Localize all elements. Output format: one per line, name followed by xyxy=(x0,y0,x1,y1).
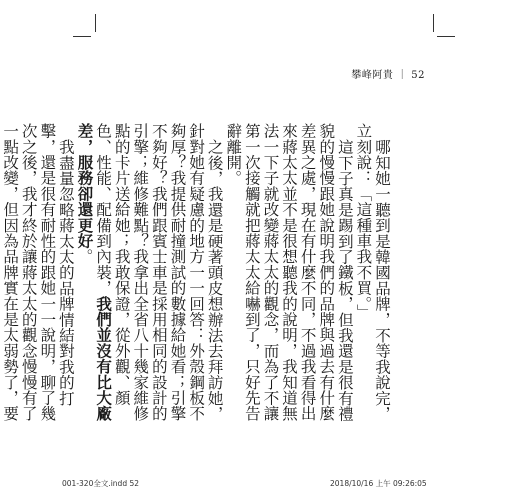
print-slug-right: 2018/10/16 上午 09:26:05 xyxy=(330,479,427,488)
paragraph: 我盡量忽略蔣太太的品牌情結對我的打擊，還是很有耐性的跟她一一說明，聊了幾次之後，我才終於讓蔣太太的觀念慢慢有了一點改變，但因為品牌實在是太弱勢了，要 xyxy=(1,123,75,422)
print-slug-left: 001-320全文.indd 52 xyxy=(62,479,140,488)
paragraph-text: 。 xyxy=(75,248,94,265)
emphasis-text: 我們並沒有比大廠差，服務卻還更好 xyxy=(75,123,114,422)
crop-mark xyxy=(437,36,455,37)
paragraph-text: 之後，我還是硬著頭皮想辦法去拜訪她，針對她有疑慮的地方一一回答：外殼鋼板不夠厚？我提供耐撞測試的數據給她看；引擎不夠好？我們跟賓士車是採用相同的設計的引擎；維修難點？我拿出全省八十幾家維修點的卡片送給她；我敢保證，從外觀、顏色、性能、配備到內裝， xyxy=(94,123,224,422)
paragraph: 哪知她一聽到是韓國品牌，不等我說完，立刻說：「這種車我不買。」 xyxy=(354,123,391,422)
crop-mark xyxy=(73,36,91,37)
body-text xyxy=(1,123,391,423)
crop-mark xyxy=(433,14,434,32)
crop-mark xyxy=(95,14,96,32)
header-separator: ｜ xyxy=(397,70,408,81)
running-header xyxy=(351,66,425,81)
page-number: 52 xyxy=(411,70,425,81)
paragraph xyxy=(75,123,224,423)
header-title: 攀峰阿貴 xyxy=(351,70,394,81)
paragraph: 這下子真是踢到了鐵板，但我還是很有禮貌的慢慢跟她說明我們的品牌與過去有什麼差異之處，現在有什麼不同，不過我看得出來蔣太太並不是很想聽我的說明，我知道無法一下子就改變蔣太太的觀念，而為了不讓第一次接觸就把蔣太太給嚇到了，只好先告辭離開。 xyxy=(224,123,354,422)
